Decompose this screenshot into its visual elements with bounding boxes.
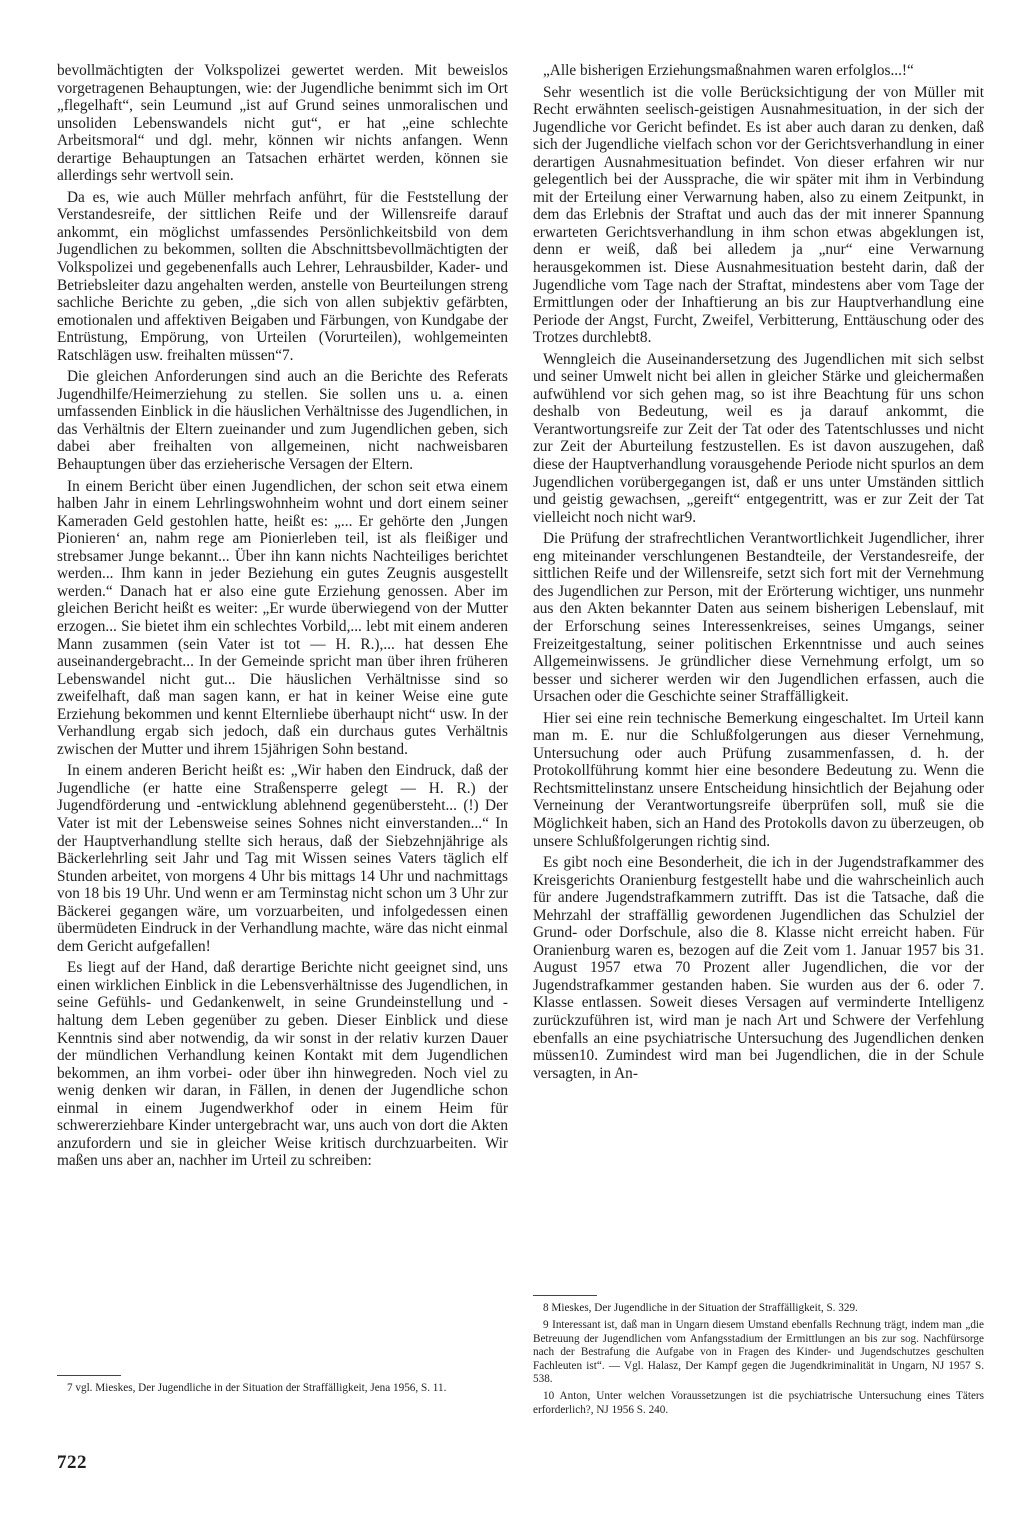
right-column-body: [533, 62, 984, 1287]
paragraph: Wenngleich die Auseinandersetzung des Jugendlichen mit sich selbst und seiner Umwelt nicht bei allen in gleicher Stärke und gleichermaßen aufwühlend vor sich gehen mag, so ist ihre Beachtung für uns schon deshalb von Bedeutung, weil es ja darauf ankommt, die Verantwortungsreife zur Zeit der Tat oder des Tatentschlusses und nicht zur Zeit der Aburteilung festzustellen. Es ist davon auszugehen, daß diese der Hauptverhandlung vorausgehende Periode nicht spurlos an dem Jugendlichen vorübergegangen ist, daß er uns unter Umständen sittlich und geistig gewachsen, „gereift“ entgegentritt, was er zur Zeit der Tat vielleicht noch nicht war9.: [533, 350, 984, 526]
paragraph: Die Prüfung der strafrechtlichen Verantwortlichkeit Jugendlicher, ihrer eng miteinander verschlungenen Bestandteile, der Verstandesreife, der sittlichen Reife und der Willensreife, setzt sich fort mit der Vernehmung des Jugendlichen zur Person, mit der Erörterung wichtiger, uns nunmehr aus den Akten bekannter Daten aus seinem bisherigen Lebenslauf, mit der Erforschung seines Interessenkreises, seines Umgangs, seiner Freizeitgestaltung, seiner politischen Erkenntnisse und auch seines Allgemeinwissens. Je gründlicher diese Vernehmung erfolgt, um so besser und sicherer werden wir den Jugendlichen erfassen, auch die Ursachen oder die Geschichte seiner Straffälligkeit.: [533, 530, 984, 706]
paragraph: Sehr wesentlich ist die volle Berücksichtigung der von Müller mit Recht erwähnten seelisch-geistigen Ausnahmesituation, in der sich der Jugendliche vor Gericht befindet. Es ist aber auch daran zu denken, daß sich der Jugendliche vielfach schon vor der Gerichtsverhandlung in einer derartigen Ausnahmesituation befindet. Von dieser erfahren wir nur gelegentlich bei der Aussprache, die wir später mit ihm in Verbindung mit der Erteilung einer Verwarnung haben, also zu einem Zeitpunkt, in dem das Erlebnis der Straftat und auch das der mit innerer Spannung erwarteten Gerichtsverhandlung in ihm schon etwas abgeklungen ist, denn er weiß, daß bei alledem ja „nur“ eine Verwarnung herausgekommen ist. Diese Ausnahmesituation besteht darin, daß der Jugendliche vom Tage nach der Straftat, mindestens aber vom Tage der Ermittlungen oder der Inhaftierung an bis zur Hauptverhandlung eine Periode der Angst, Furcht, Zweifel, Verbitterung, Enttäuschung oder des Trotzes durchlebt8.: [533, 83, 984, 347]
paragraph: Die gleichen Anforderungen sind auch an die Berichte des Referats Jugendhilfe/Heimerziehung zu stellen. Sie sollen uns u. a. einen umfassenden Einblick in die häuslichen Verhältnisse des Jugendlichen, in das Verhältnis der Eltern zueinander und zum Jugendlichen geben, sich dabei aber freihalten von allgemeinen, nicht nachweisbaren Behauptungen über das erzieherische Versagen der Eltern.: [57, 368, 508, 474]
footnote: 9 Interessant ist, daß man in Ungarn diesem Umstand ebenfalls Rechnung trägt, indem man „die Betreuung der Jugendlichen vom Anfangsstadium der Ermittlungen an bis zur sog. Nachfürsorge nach der Bestrafung die Aufgabe von in Fragen des Kinder- und Jugendschutzes geschulten Fachleuten ist“. — Vgl. Halasz, Der Kampf gegen die Jugendkriminalität in Ungarn, NJ 1957 S. 538.: [533, 1319, 984, 1386]
left-column-body: [57, 62, 508, 1367]
footnote-divider: [533, 1295, 597, 1296]
paragraph: bevollmächtigten der Volkspolizei gewertet werden. Mit beweislos vorgetragenen Behauptungen, wie: der Jugendliche benimmt sich im Ort „flegelhaft“, sein Leumund „ist auf Grund seines unmoralischen und unsoliden Lebenswandels nicht gut“, er hat „eine schlechte Arbeitsmoral“ und dgl. mehr, können wir nichts anfangen. Wenn derartige Behauptungen an Tatsachen erhärtet werden, können sie allerdings sehr wertvoll sein.: [57, 62, 508, 185]
left-column: [57, 62, 508, 1399]
right-column: [533, 62, 984, 1421]
paragraph: Es liegt auf der Hand, daß derartige Berichte nicht geeignet sind, uns einen wirklichen Einblick in die Lebensverhältnisse des Jugendlichen, in seine Gefühls- und Gedankenwelt, in seine Grundeinstellung und -haltung dem Leben gegenüber zu geben. Dieser Einblick und diese Kenntnis sind aber notwendig, da wir sonst in der relativ kurzen Dauer der mündlichen Verhandlung keinen Kontakt mit dem Jugendlichen bekommen, an ihm vorbei- oder über ihn hinwegreden. Noch viel zu wenig denken wir daran, in Fällen, in denen der Jugendliche schon einmal in einem Jugendwerkhof oder in einem Heim für schwererziehbare Kinder untergebracht war, uns auch von dort die Akten anzufordern und sie in gleicher Weise kritisch durchzuarbeiten. Wir maßen uns aber an, nachher im Urteil zu schreiben:: [57, 959, 508, 1170]
footnote-divider: [57, 1375, 121, 1376]
paragraph: Es gibt noch eine Besonderheit, die ich in der Jugendstrafkammer des Kreisgerichts Oranienburg festgestellt habe und die wahrscheinlich auch für andere Jugendstrafkammern zutrifft. Das ist die Tatsache, daß die Mehrzahl der straffällig gewordenen Jugendlichen das Schulziel der Grund- oder Dorfschule, also die 8. Klasse nicht erreicht haben. Für Oranienburg waren es, bezogen auf die Zeit vom 1. Januar 1957 bis 31. August 1957 etwa 70 Prozent aller Jugendlichen, die vor der Jugendstrafkammer gestanden haben. Sie wurden aus der 6. oder 7. Klasse entlassen. Soweit dieses Versagen auf verminderte Intelligenz zurückzuführen ist, wird man je nach Art und Schwere der Verfehlung ebenfalls an eine psychiatrische Untersuchung des Jugendlichen denken müssen10. Zumindest wird man bei Jugendlichen, die in der Schule versagten, in An-: [533, 854, 984, 1082]
page-number: 722: [57, 1452, 87, 1473]
footnote: 8 Mieskes, Der Jugendliche in der Situation der Straffälligkeit, S. 329.: [543, 1302, 858, 1314]
footnote: 10 Anton, Unter welchen Voraussetzungen ist die psychiatrische Untersuchung eines Täters erforderlich?, NJ 1956 S. 240.: [533, 1390, 984, 1416]
paragraph: In einem Bericht über einen Jugendlichen, der schon seit etwa einem halben Jahr in einem Lehrlingswohnheim wohnt und dort einem seiner Kameraden Geld gestohlen hatte, heißt es: „... Er gehörte den ‚Jungen Pionieren‘ an, nahm rege am Pionierleben teil, ist als fleißiger und strebsamer Junge bekannt... Über ihn kann nichts Nachteiliges berichtet werden... Ihm kann in jeder Beziehung ein gutes Zeugnis ausgestellt werden.“ Danach hat er also eine gute Erziehung genossen. Aber im gleichen Bericht heißt es weiter: „Er wurde überwiegend von der Mutter erzogen... Sie bietet ihm ein schlechtes Vorbild,... lebt mit einem anderen Mann zusammen (sein Vater ist tot — H. R.),... hat dessen Ehe auseinandergebracht... In der Gemeinde spricht man über ihren früheren Lebenswandel nicht gut... Die häuslichen Verhältnisse sind so zweifelhaft, daß man sagen kann, er hat in keiner Weise eine gute Erziehung bekommen und kennt Elternliebe überhaupt nicht“ usw. In der Verhandlung ergab sich jedoch, daß ein durchaus gutes Verhältnis zwischen der Mutter und ihrem 15jährigen Sohn bestand.: [57, 477, 508, 758]
paragraph: „Alle bisherigen Erziehungsmaßnahmen waren erfolglos...!“: [543, 62, 914, 79]
paragraph: In einem anderen Bericht heißt es: „Wir haben den Eindruck, daß der Jugendliche (er hatte eine Straßensperre gelegt — H. R.) der Jugendförderung und -entwicklung ablehnend gegenübersteht... (!) Der Vater ist mit der Lebensweise seines Sohnes nicht einverstanden...“ In der Hauptverhandlung stellte sich heraus, daß der Siebzehnjährige als Bäckerlehrling seit Jahr und Tag mit Wissen seines Vaters täglich elf Stunden arbeitet, von morgens 4 Uhr bis mittags 14 Uhr und nachmittags von 18 bis 19 Uhr. Und wenn er am Terminstag nicht schon um 3 Uhr zur Bäckerei gegangen wäre, um vorzuarbeiten, und infolgedessen einen übermüdeten Eindruck in der Verhandlung machte, wäre das nicht einmal dem Gericht aufgefallen!: [57, 762, 508, 955]
paragraph: Hier sei eine rein technische Bemerkung eingeschaltet. Im Urteil kann man m. E. nur die Schlußfolgerungen aus dieser Vernehmung, Untersuchung oder auch Prüfung zusammenfassen, d. h. der Protokollführung kommt hier eine besondere Bedeutung zu. Wenn die Rechtsmittelinstanz unsere Entscheidung hinsichtlich der Bejahung oder Verneinung der Verantwortungsreife überprüfen soll, muß sie die Möglichkeit haben, sich an Hand des Protokolls davon zu überzeugen, ob unsere Schlußfolgerungen richtig sind.: [533, 709, 984, 850]
footnote: 7 vgl. Mieskes, Der Jugendliche in der Situation der Straffälligkeit, Jena 1956, S. 11.: [67, 1382, 447, 1394]
paragraph: Da es, wie auch Müller mehrfach anführt, für die Feststellung der Verstandesreife, der sittlichen Reife und der Willensreife darauf ankommt, ein möglichst umfassendes Persönlichkeitsbild von dem Jugendlichen zu bekommen, sollten die Abschnittsbevollmächtigten der Volkspolizei und gegebenenfalls auch Lehrer, Lehrausbilder, Kader- und Betriebsleiter dazu angehalten werden, anstelle von Beurteilungen streng sachliche Berichte zu geben, „die sich von allen subjektiv gefärbten, emotionalen und affektiven Beigaben und Färbungen, von Kundgabe der Entrüstung, Empörung, von Urteilen (Vorurteilen), wohlgemeinten Ratschlägen usw. freihalten müssen“7.: [57, 188, 508, 364]
